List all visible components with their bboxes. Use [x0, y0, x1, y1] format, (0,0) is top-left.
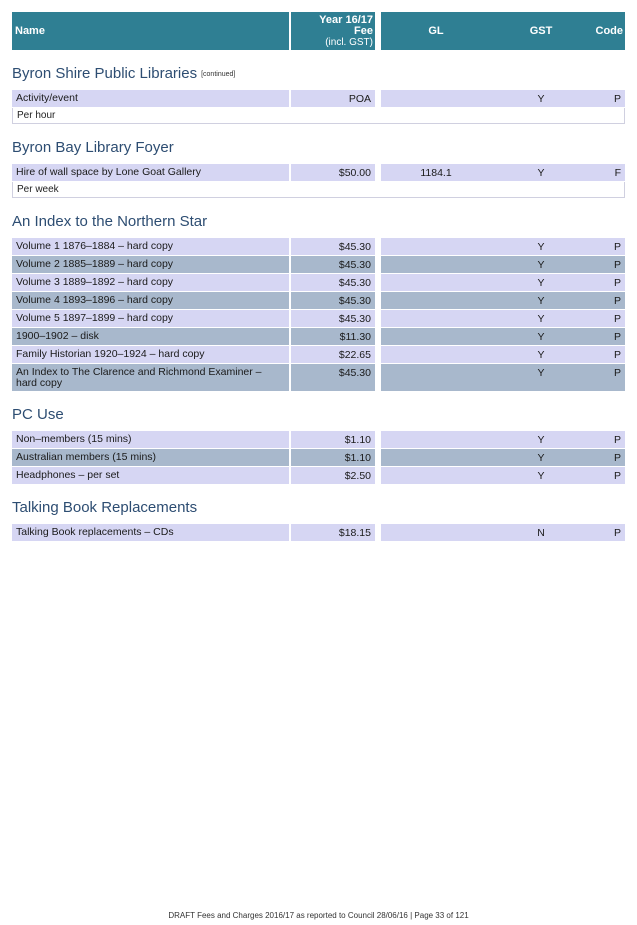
row-note: Per hour — [12, 108, 625, 124]
cell-gst: Y — [537, 93, 545, 105]
cell-name: Hire of wall space by Lone Goat Gallery — [12, 164, 289, 181]
cell-gl — [381, 434, 491, 448]
section-title: Talking Book Replacements — [12, 499, 198, 516]
header-fee-incl-gst: (incl. GST) — [325, 37, 373, 48]
cell-gl: 1184.1 — [420, 167, 452, 179]
cell-name: 1900–1902 – disk — [12, 328, 289, 345]
cell-fee: $22.65 — [291, 346, 375, 363]
section-title-text: Byron Shire Public Libraries — [12, 65, 198, 82]
cell-rest — [381, 310, 625, 327]
cell-rest — [381, 238, 625, 255]
cell-gst: Y — [537, 452, 545, 464]
cell-fee: POA — [291, 90, 375, 107]
continued-label: [continued] — [201, 70, 236, 78]
cell-rest — [381, 256, 625, 273]
header-fee-label: Fee — [354, 25, 373, 37]
cell-gst: Y — [537, 167, 545, 179]
cell-rest — [381, 274, 625, 291]
cell-gst: Y — [537, 331, 545, 343]
cell-code: P — [613, 434, 621, 446]
cell-code: P — [613, 367, 621, 379]
cell-gst: Y — [537, 470, 545, 482]
cell-fee: $1.10 — [291, 449, 375, 466]
table-row — [12, 90, 625, 107]
table-row — [12, 467, 625, 484]
table-row — [12, 328, 625, 345]
cell-name: Australian members (15 mins) — [12, 449, 289, 466]
page-footer: DRAFT Fees and Charges 2016/17 as reported to Council 28/06/16 | Page 33 of 121 — [168, 911, 469, 920]
cell-gst: Y — [537, 295, 545, 307]
cell-name: Volume 1 1876–1884 – hard copy — [12, 238, 289, 255]
table-row — [12, 449, 625, 466]
cell-gl — [381, 93, 491, 107]
cell-gst: Y — [537, 313, 545, 325]
cell-gl — [381, 349, 491, 363]
table-row — [12, 346, 625, 363]
section-title — [12, 64, 625, 83]
cell-rest — [381, 364, 625, 391]
cell-code: P — [613, 470, 621, 482]
cell-name: Non–members (15 mins) — [12, 431, 289, 448]
table-row — [12, 310, 625, 327]
cell-fee: $1.10 — [291, 431, 375, 448]
cell-code: P — [613, 93, 621, 105]
cell-gst: Y — [537, 349, 545, 361]
cell-rest — [381, 346, 625, 363]
cell-name: Talking Book replacements – CDs — [12, 524, 289, 541]
table-row — [12, 164, 625, 181]
cell-code: F — [614, 167, 621, 179]
section-title: PC Use — [12, 406, 64, 423]
cell-name: Volume 2 1885–1889 – hard copy — [12, 256, 289, 273]
cell-rest — [381, 292, 625, 309]
cell-rest — [381, 524, 625, 541]
cell-name: Activity/event — [12, 90, 289, 107]
cell-name: An Index to The Clarence and Richmond Examiner – hard copy — [12, 364, 289, 391]
cell-gl — [381, 527, 491, 541]
row-note: Per week — [12, 182, 625, 198]
cell-code: P — [613, 452, 621, 464]
cell-rest — [381, 449, 625, 466]
cell-gl — [381, 259, 491, 273]
cell-gst: N — [537, 527, 545, 539]
cell-gl — [381, 295, 491, 309]
cell-fee: $18.15 — [291, 524, 375, 541]
table-header — [12, 12, 625, 50]
cell-code: P — [613, 527, 621, 539]
cell-gst: Y — [537, 259, 545, 271]
cell-gst: Y — [537, 277, 545, 289]
cell-gst: Y — [537, 434, 545, 446]
cell-fee: $45.30 — [291, 238, 375, 255]
cell-name: Headphones – per set — [12, 467, 289, 484]
section-title: Byron Bay Library Foyer — [12, 139, 174, 156]
cell-gst: Y — [537, 241, 545, 253]
table-row — [12, 524, 625, 541]
cell-gl — [381, 277, 491, 291]
cell-fee: $45.30 — [291, 310, 375, 327]
cell-rest — [381, 431, 625, 448]
cell-name: Volume 5 1897–1899 – hard copy — [12, 310, 289, 327]
cell-code: P — [613, 331, 621, 343]
cell-gl — [381, 367, 491, 391]
cell-fee: $45.30 — [291, 292, 375, 309]
cell-rest — [381, 328, 625, 345]
cell-code: P — [613, 241, 621, 253]
table-row — [12, 292, 625, 309]
cell-fee: $45.30 — [291, 274, 375, 291]
header-code: Code — [595, 25, 623, 37]
cell-gl — [381, 241, 491, 255]
cell-fee: $11.30 — [291, 328, 375, 345]
cell-fee: $50.00 — [291, 164, 375, 181]
cell-code: P — [613, 277, 621, 289]
table-row — [12, 238, 625, 255]
table-row — [12, 256, 625, 273]
table-row — [12, 431, 625, 448]
cell-name: Family Historian 1920–1924 – hard copy — [12, 346, 289, 363]
table-row — [12, 364, 625, 391]
cell-gst: Y — [537, 367, 545, 379]
section-title: An Index to the Northern Star — [12, 213, 208, 230]
cell-gl — [381, 470, 491, 484]
cell-code: P — [613, 295, 621, 307]
cell-code: P — [613, 259, 621, 271]
header-fee-year: Year 16/17 — [319, 14, 373, 26]
header-gst: GST — [529, 25, 553, 37]
cell-gl — [381, 313, 491, 327]
cell-name: Volume 4 1893–1896 – hard copy — [12, 292, 289, 309]
header-fee — [291, 12, 375, 50]
header-rest — [381, 12, 625, 50]
cell-gl — [381, 331, 491, 345]
cell-code: P — [613, 313, 621, 325]
cell-fee: $45.30 — [291, 256, 375, 273]
header-name: Name — [12, 12, 289, 50]
table-row — [12, 274, 625, 291]
cell-name: Volume 3 1889–1892 – hard copy — [12, 274, 289, 291]
cell-gl — [381, 452, 491, 466]
cell-code: P — [613, 349, 621, 361]
cell-rest — [381, 467, 625, 484]
fees-page — [12, 12, 625, 542]
cell-rest — [381, 90, 625, 107]
header-gl: GL — [428, 25, 444, 37]
cell-rest — [381, 164, 625, 181]
cell-fee: $2.50 — [291, 467, 375, 484]
cell-fee: $45.30 — [291, 364, 375, 391]
